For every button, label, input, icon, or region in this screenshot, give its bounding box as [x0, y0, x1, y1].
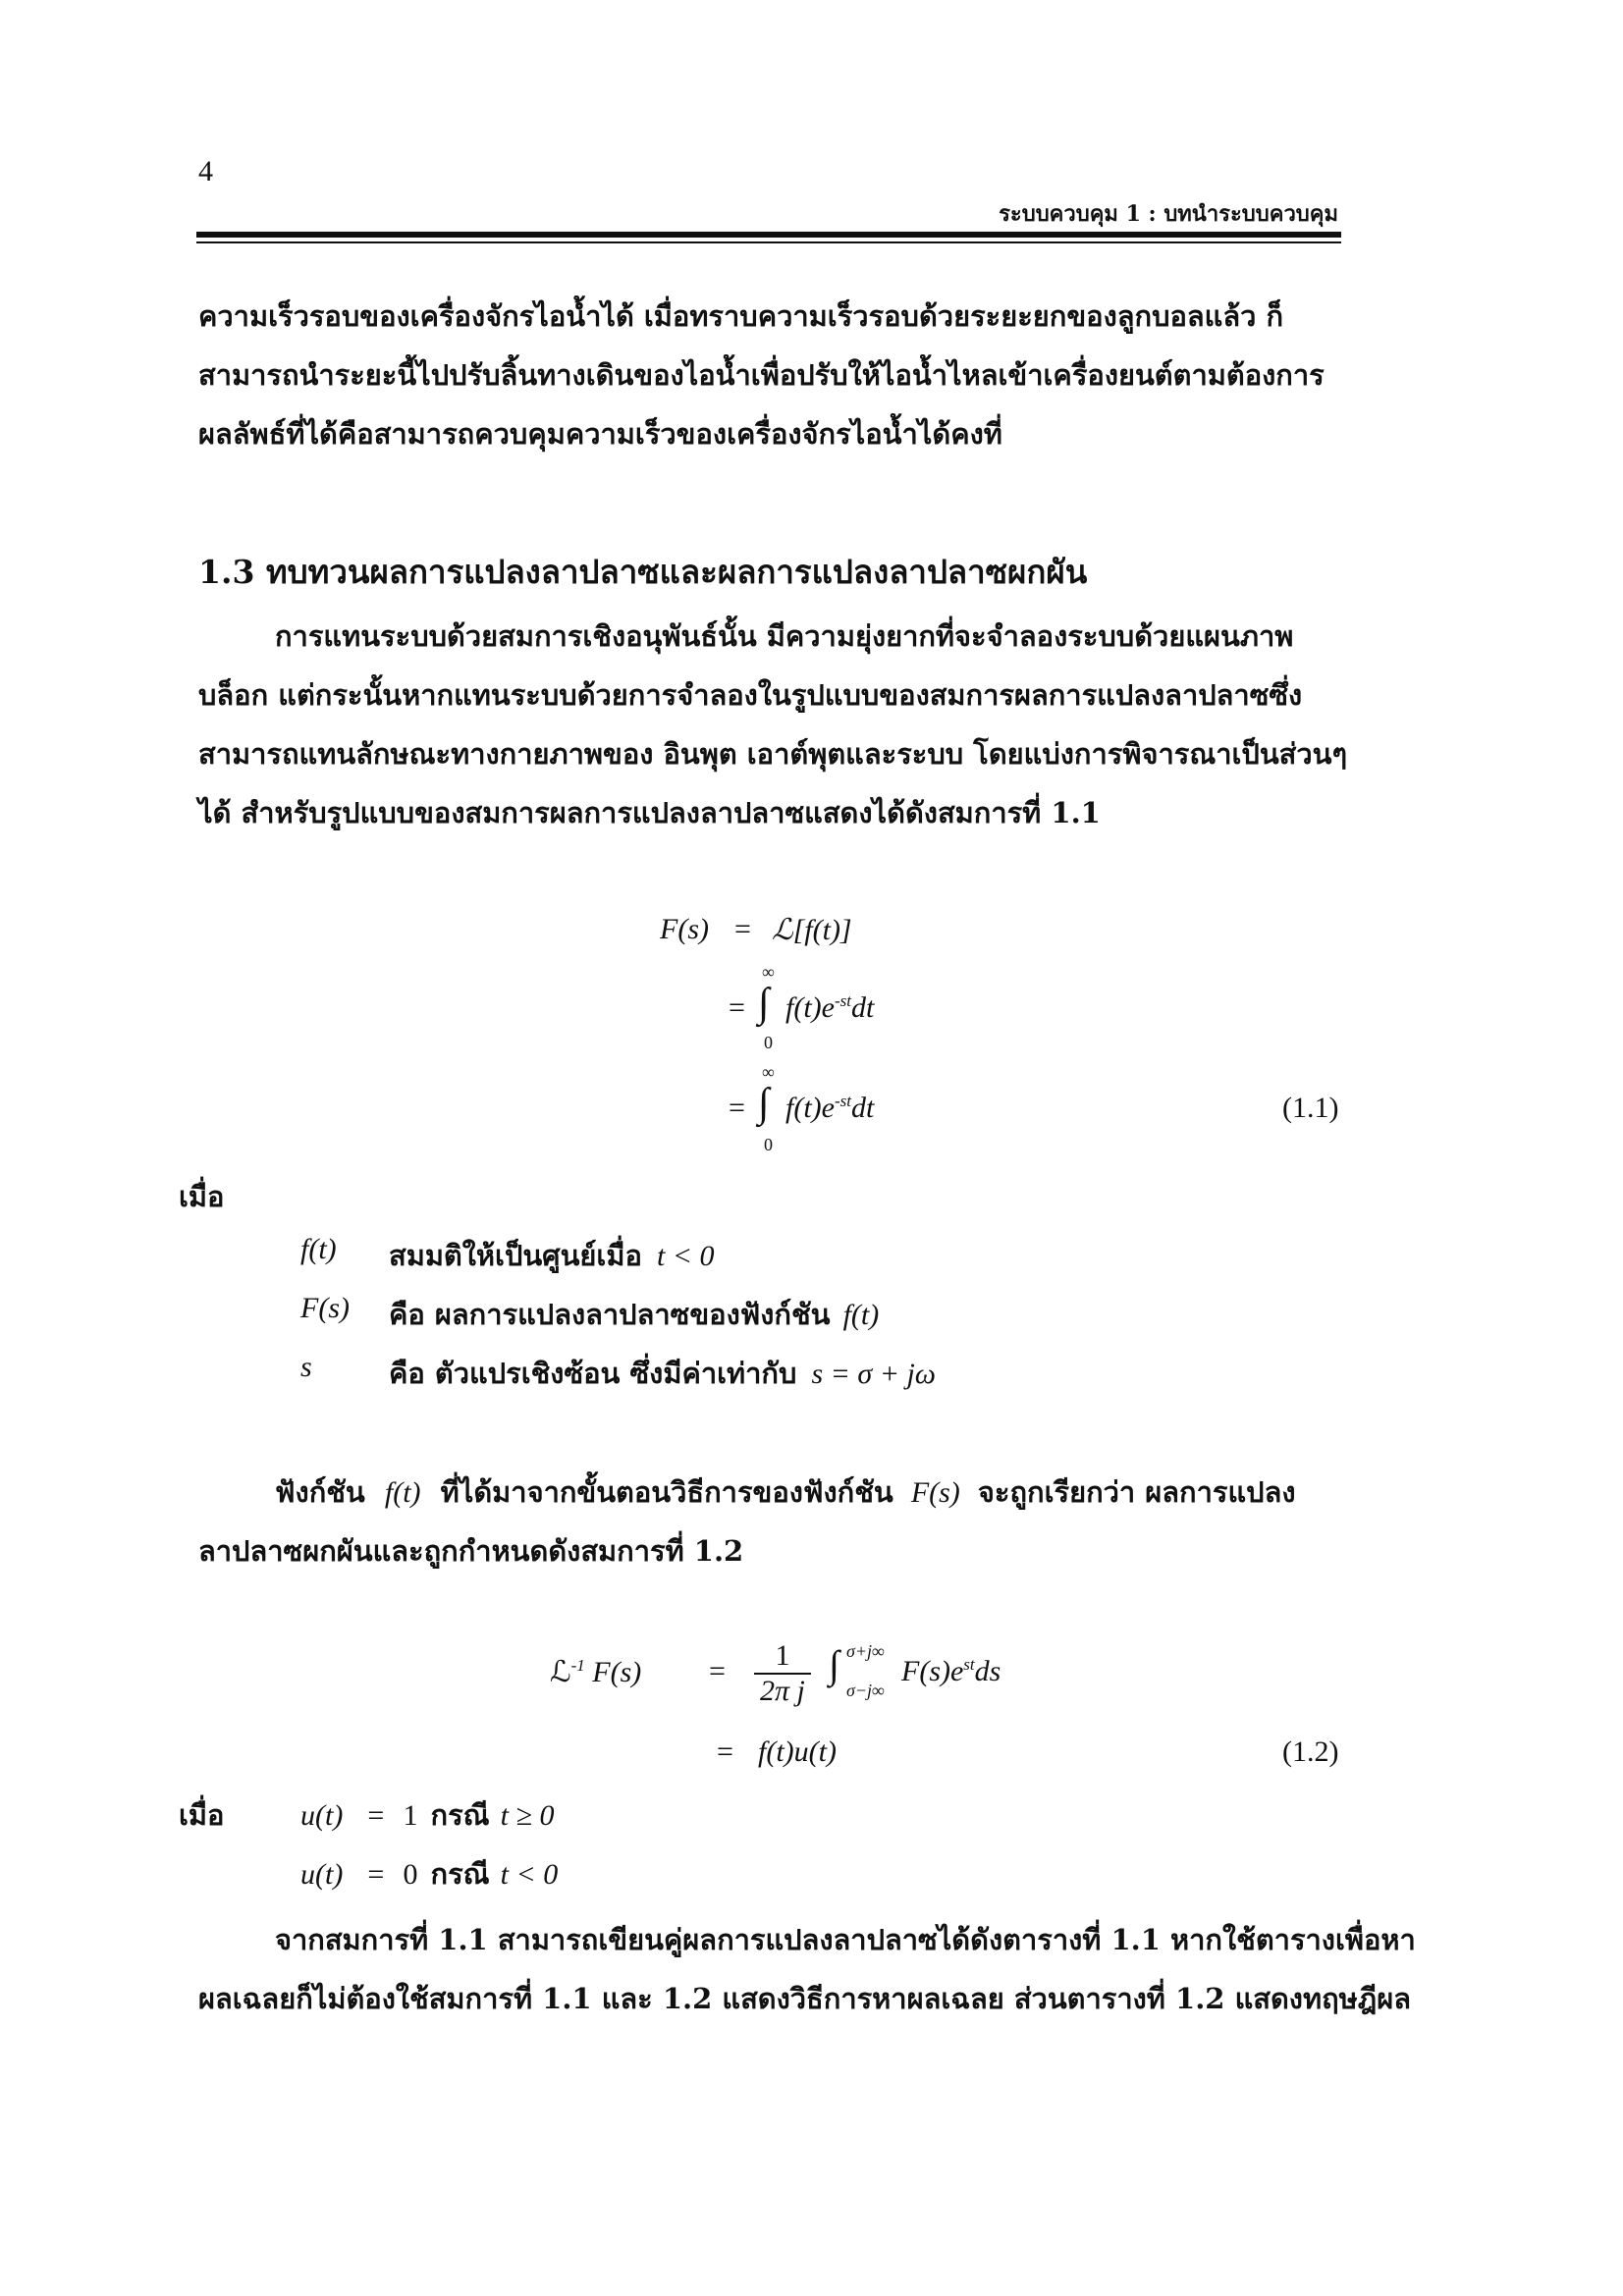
- definition-text: คือ ผลการแปลงลาปลาซของฟังก์ชัน: [389, 1298, 831, 1331]
- eq2-integrand: [901, 1655, 1001, 1688]
- eq1-differential: dt: [850, 991, 875, 1024]
- step-val: 0: [403, 1858, 418, 1891]
- final-line: ผลเฉลยก็ไม่ต้องใช้สมการที่ 1.1 และ 1.2 แสดงวิธีการหาผลเฉลย ส่วนตารางที่ 1.2 แสดงทฤษฎีผล: [198, 1982, 1411, 2015]
- where-label-2: เมื่อ: [179, 1798, 225, 1832]
- step-def-row: [300, 1851, 558, 1896]
- step-def-row: [300, 1792, 554, 1838]
- eq1-equals-2: =: [729, 991, 745, 1024]
- eq1-integrand-fn-2: f(t)e: [785, 1092, 835, 1124]
- step-cond: t ≥ 0: [500, 1799, 555, 1832]
- header-rule-thick: [196, 232, 1341, 238]
- eq2-equals-1: =: [709, 1655, 726, 1687]
- header-rule-thin: [196, 241, 1341, 243]
- definition-cond: f(t): [842, 1299, 880, 1331]
- eq2-integrand-fn: F(s)e: [901, 1655, 964, 1687]
- section-line: สามารถแทนลักษณะทางกายภาพของ อินพุต เอาต์พุตและระบบ โดยแบ่งการพิจารณาเป็นส่วนๆ: [198, 737, 1348, 771]
- eq1-integrand-fn: f(t)e: [785, 991, 835, 1024]
- page-number: 4: [198, 155, 213, 187]
- eq2-equals-2: =: [717, 1735, 733, 1768]
- definition-cond: t < 0: [656, 1240, 715, 1272]
- inverse-text-b: ที่ได้มาจากขั้นตอนวิธีการของฟังก์ชัน: [440, 1475, 893, 1509]
- definition-item: [300, 1233, 337, 1266]
- definition-item-text: [389, 1233, 715, 1278]
- definition-cond: s = σ + jω: [811, 1358, 936, 1390]
- eq1-integral-sign: ∫: [758, 981, 770, 1026]
- eq1-differential-2: dt: [850, 1092, 875, 1124]
- running-head: ระบบควบคุม 1 : บทนำระบบควบคุม: [999, 201, 1338, 227]
- eq1-exponent: -st: [834, 991, 851, 1010]
- definition-text: สมมติให้เป็นศูนย์เมื่อ: [389, 1239, 642, 1272]
- eq2-number: (1.2): [1282, 1735, 1339, 1768]
- eq1-integral-lower: 0: [764, 1033, 773, 1052]
- section-line: บล็อก แต่กระนั้นหากแทนระบบด้วยการจำลองในรูปแบบของสมการผลการแปลงลาปลาซซึ่ง: [198, 678, 1303, 712]
- step-eq: =: [367, 1858, 385, 1891]
- intro-line: ผลลัพธ์ที่ได้คือสามารถควบคุมความเร็วของเครื่องจักรไอน้ำได้คงที่: [198, 417, 1002, 451]
- eq1-lhs: F(s): [660, 913, 709, 945]
- definition-symbol: F(s): [300, 1292, 350, 1324]
- eq2-differential: ds: [974, 1655, 1001, 1687]
- step-word: กรณี: [430, 1857, 490, 1891]
- definition-item: [300, 1292, 350, 1325]
- eq2-frac-den: 2π j: [760, 1675, 805, 1707]
- final-line: จากสมการที่ 1.1 สามารถเขียนคู่ผลการแปลงลาปลาซได้ดังตารางที่ 1.1 หากใช้ตารางเพื่อหา: [275, 1923, 1416, 1956]
- step-lhs: u(t): [300, 1799, 344, 1832]
- definition-item: [300, 1351, 312, 1384]
- step-word: กรณี: [430, 1798, 490, 1832]
- eq2-integral-sign: ∫: [829, 1642, 839, 1686]
- section-line: ได้ สำหรับรูปแบบของสมการผลการแปลงลาปลาซแสดงได้ดังสมการที่ 1.1: [198, 796, 1101, 829]
- inverse-text-a: ฟังก์ชัน: [275, 1475, 365, 1509]
- where-label-1: เมื่อ: [179, 1180, 225, 1213]
- eq1-integrand: [785, 991, 874, 1025]
- eq1-integral-sign-2: ∫: [758, 1081, 770, 1126]
- section-heading: 1.3 ทบทวนผลการแปลงลาปลาซและผลการแปลงลาปลาซผกผัน: [198, 553, 1088, 591]
- eq2-lhs-fn: F(s): [592, 1656, 642, 1688]
- eq1-exponent-2: -st: [834, 1092, 851, 1110]
- eq2-inverse-sup: -1: [570, 1656, 585, 1675]
- eq1-number: (1.1): [1282, 1092, 1339, 1124]
- eq2-fraction: [754, 1639, 811, 1708]
- definition-symbol: f(t): [300, 1233, 337, 1265]
- eq2-frac-num: 1: [754, 1639, 811, 1675]
- definition-item-text: [389, 1292, 879, 1337]
- step-val: 1: [403, 1799, 418, 1832]
- eq2-exponent: st: [963, 1655, 975, 1674]
- step-eq: =: [367, 1799, 385, 1832]
- inverse-text-c: จะถูกเรียกว่า ผลการแปลง: [977, 1475, 1296, 1509]
- definition-text: คือ ตัวแปรเชิงซ้อน ซึ่งมีค่าเท่ากับ: [389, 1357, 797, 1390]
- eq1-integral-upper: ∞: [762, 962, 775, 982]
- intro-line: สามารถนำระยะนี้ไปปรับลิ้นทางเดินของไอน้ำเพื่อปรับให้ไอน้ำไหลเข้าเครื่องยนต์ตามต้องการ: [198, 358, 1325, 392]
- eq1-integral-lower-2: 0: [764, 1135, 773, 1154]
- eq1-equals-1: =: [734, 913, 751, 945]
- step-cond: t < 0: [500, 1858, 559, 1891]
- inverse-symbol-f: f(t): [384, 1476, 421, 1509]
- eq1-integral-upper-2: ∞: [762, 1062, 775, 1082]
- eq1-equals-3: =: [729, 1092, 745, 1124]
- eq2-laplace-op: ℒ: [550, 1656, 571, 1688]
- eq1-laplace-def: ℒ[f(t)]: [772, 914, 852, 946]
- eq2-lhs: [550, 1655, 641, 1689]
- intro-line: ความเร็วรอบของเครื่องจักรไอน้ำได้ เมื่อทราบความเร็วรอบด้วยระยะยกของลูกบอลแล้ว ก็: [198, 299, 1284, 333]
- inverse-line-2: ลาปลาซผกผันและถูกกำหนดดังสมการที่ 1.2: [198, 1534, 744, 1568]
- inverse-symbol-F: F(s): [910, 1476, 960, 1509]
- step-lhs: u(t): [300, 1858, 344, 1891]
- eq2-line2-rhs: f(t)u(t): [758, 1735, 837, 1768]
- definition-symbol: s: [300, 1351, 312, 1383]
- inverse-line-1: [275, 1463, 1296, 1522]
- definition-item-text: [389, 1351, 936, 1396]
- section-line: การแทนระบบด้วยสมการเชิงอนุพันธ์นั้น มีความยุ่งยากที่จะจำลองระบบด้วยแผนภาพ: [275, 619, 1294, 653]
- eq2-int-lower: σ−j∞: [846, 1681, 885, 1700]
- eq1-integrand-2: [785, 1092, 874, 1125]
- eq2-int-upper: σ+j∞: [846, 1641, 885, 1661]
